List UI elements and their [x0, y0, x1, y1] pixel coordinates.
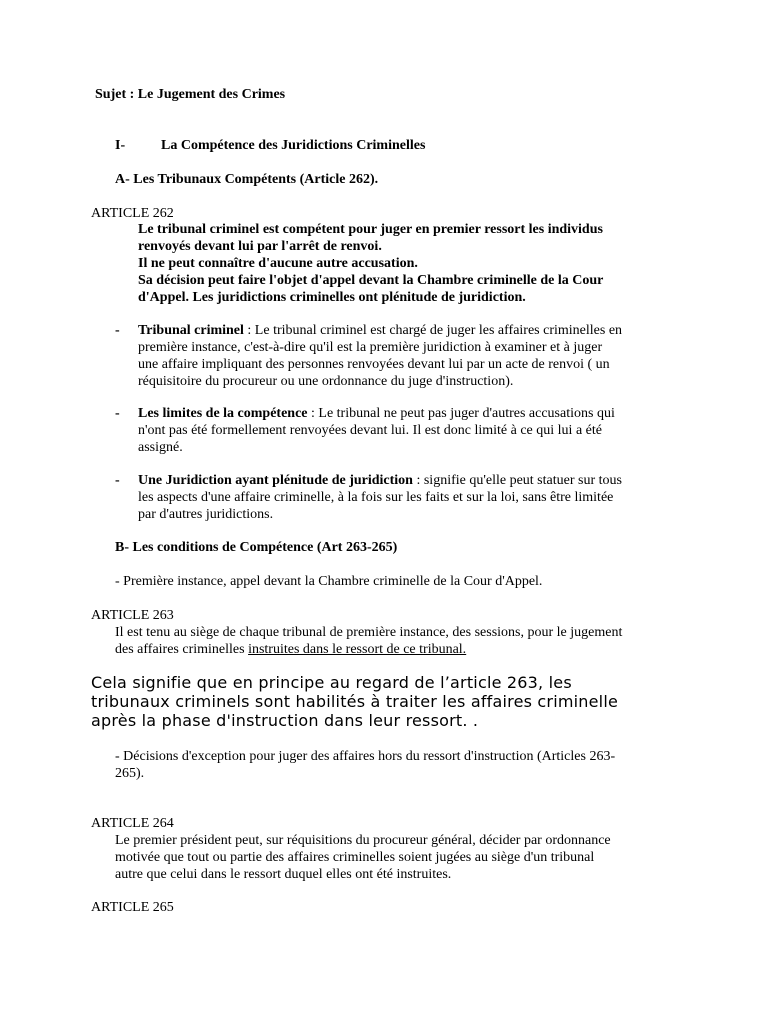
article-264-heading: ARTICLE 264 [91, 816, 174, 831]
commentary-line: après la phase d'instruction dans leur ressort. . [91, 711, 479, 730]
bullet-term: Les limites de la compétence [138, 406, 308, 421]
exception-line: - Décisions d'exception pour juger des affaires hors du ressort d'instruction (Articles 263- [115, 749, 616, 764]
article-262-line: Le tribunal criminel est compétent pour juger en premier ressort les individus [138, 222, 603, 237]
bullet-text: par d'autres juridictions. [138, 507, 274, 522]
bullet-text: n'ont pas été formellement renvoyées devant lui. Il est donc limité à ce qui lui a été [138, 423, 602, 438]
section-number: I- [115, 138, 126, 153]
article-262-text [138, 221, 603, 306]
bullet-text: les aspects d'une affaire criminelle, à la fois sur les faits et sur la loi, sans être limitée [138, 490, 614, 505]
article-265-heading: ARTICLE 265 [91, 900, 174, 915]
article-263-underlined-text: instruites dans le ressort de ce tribunal. [248, 642, 467, 657]
article-262-line: Sa décision peut faire l'objet d'appel devant la Chambre criminelle de la Cour [138, 273, 604, 288]
article-264-line: motivée que tout ou partie des affaires criminelles soient jugées au siège d'un tribunal [115, 850, 595, 865]
article-263-line: des affaires criminelles [115, 642, 249, 657]
bullet-plenitude-juridiction [138, 472, 622, 523]
exception-note [115, 748, 615, 782]
section-title: La Compétence des Juridictions Criminelles [161, 138, 426, 153]
bullet-text: première instance, c'est-à-dire qu'il est la première juridiction à examiner et à juger [138, 340, 603, 355]
bullet-text: assigné. [138, 440, 183, 455]
article-263-heading: ARTICLE 263 [91, 608, 174, 623]
commentary-line: Cela signifie que en principe au regard de l’article 263, les [91, 673, 572, 692]
article-263-line: Il est tenu au siège de chaque tribunal de première instance, des sessions, pour le jugement [115, 625, 623, 640]
commentary-line: tribunaux criminels sont habilités à traiter les affaires criminelle [91, 692, 619, 711]
article-262-line: Il ne peut connaître d'aucune autre accusation. [138, 256, 418, 271]
bullet-dash: - [115, 473, 120, 488]
bullet-tribunal-criminel [138, 322, 622, 390]
document-subject: Sujet : Le Jugement des Crimes [95, 87, 286, 102]
exception-line: 265). [115, 766, 145, 781]
article-264-line: Le premier président peut, sur réquisitions du procureur général, décider par ordonnance [115, 833, 611, 848]
bullet-term: Une Juridiction ayant plénitude de juridiction [138, 473, 413, 488]
subsection-b-title: B- Les conditions de Compétence (Art 263-265) [115, 540, 398, 555]
bullet-text: : Le tribunal ne peut pas juger d'autres accusations qui [307, 406, 615, 421]
bullet-text: réquisitoire du procureur ou une ordonnance du juge d'instruction). [138, 374, 514, 389]
article-262-line: renvoyés devant lui par l'arrêt de renvoi. [138, 239, 382, 254]
bullet-text: : Le tribunal criminel est chargé de juger les affaires criminelles en [243, 323, 623, 338]
first-instance-note: - Première instance, appel devant la Chambre criminelle de la Cour d'Appel. [115, 574, 543, 589]
bullet-limites-competence [138, 405, 615, 456]
article-264-text [115, 832, 611, 883]
article-264-line: autre que celui dans le ressort duquel elles ont été instruites. [115, 867, 452, 882]
article-263-text [115, 624, 622, 658]
commentary-paragraph [91, 673, 618, 730]
bullet-term: Tribunal criminel [138, 323, 244, 338]
bullet-dash: - [115, 323, 120, 338]
article-262-line: d'Appel. Les juridictions criminelles ont plénitude de juridiction. [138, 290, 526, 305]
bullet-text: une affaire impliquant des personnes renvoyées devant lui par un acte de renvoi ( un [138, 357, 610, 372]
bullet-text: : signifie qu'elle peut statuer sur tous [412, 473, 622, 488]
bullet-dash: - [115, 406, 120, 421]
article-262-heading: ARTICLE 262 [91, 206, 174, 221]
subsection-a-title: A- Les Tribunaux Compétents (Article 262). [115, 172, 379, 187]
